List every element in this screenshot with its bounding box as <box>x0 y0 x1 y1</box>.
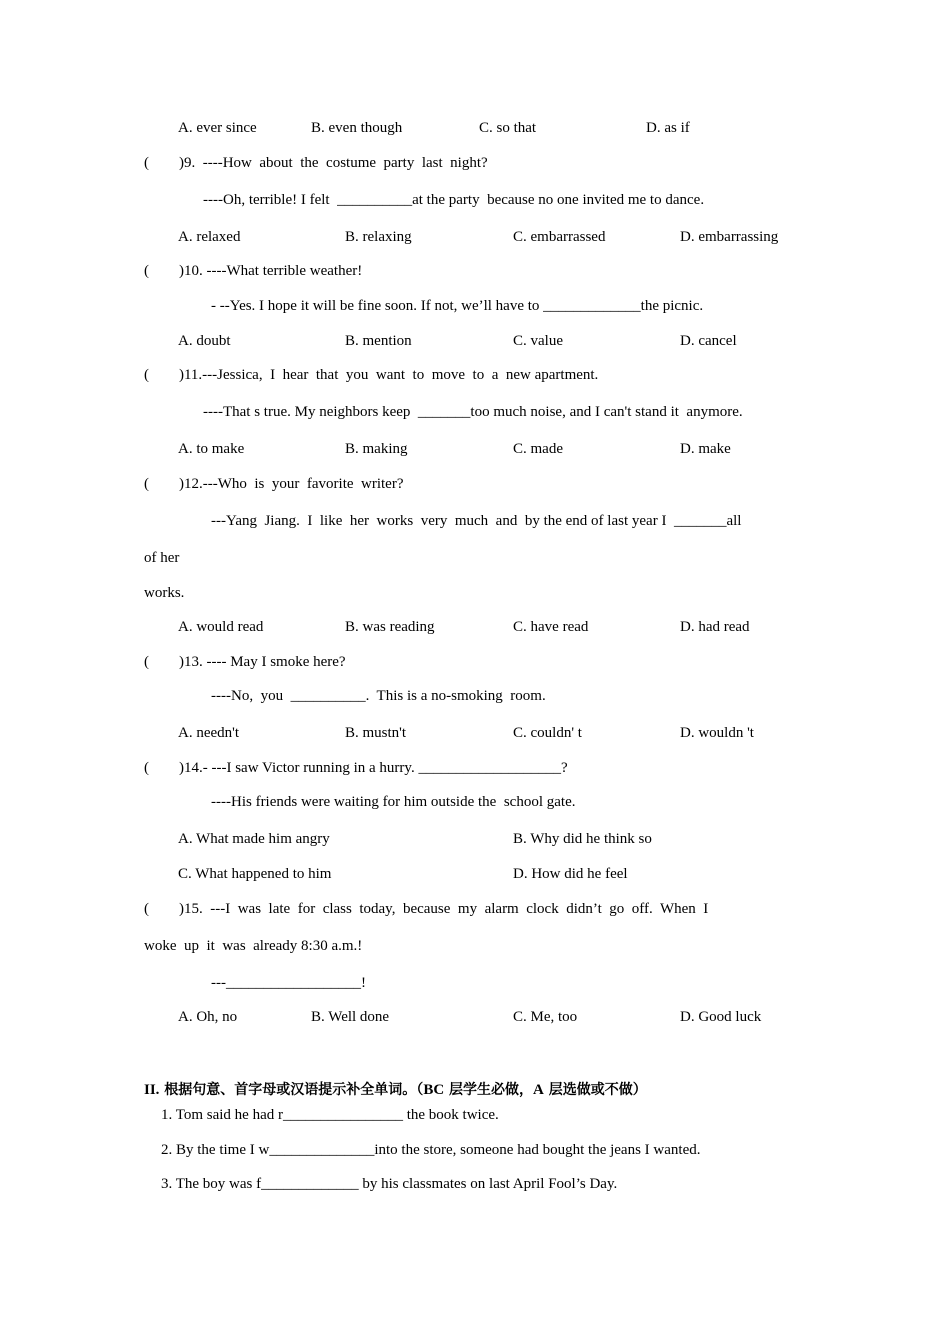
section-2-a: A <box>533 1082 544 1098</box>
q13-stem: ( )13. ---- May I smoke here? <box>144 654 346 670</box>
q14-option-d: D. How did he feel <box>513 866 628 882</box>
q13-option-c: C. couldn' t <box>513 725 582 741</box>
section-2-heading <box>144 1081 647 1099</box>
q13-reply: ----No, you __________. This is a no-smoking room. <box>211 688 546 704</box>
q12-reply: ---Yang Jiang. I like her works very much and by the end of last year I _______all <box>211 513 742 529</box>
q15-reply: ---__________________! <box>211 975 366 991</box>
section-2-heading-text-2: 层学生必做， <box>444 1082 534 1098</box>
q15-option-a: A. Oh, no <box>178 1009 238 1025</box>
q15-option-c: C. Me, too <box>513 1009 578 1025</box>
q11-stem: ( )11.---Jessica, I hear that you want to move to a new apartment. <box>144 367 599 383</box>
q12-option-c: C. have read <box>513 619 589 635</box>
q14-option-b: B. Why did he think so <box>513 831 652 847</box>
q12-stem: ( )12.---Who is your favorite writer? <box>144 476 404 492</box>
q10-option-c: C. value <box>513 333 563 349</box>
q12-option-d: D. had read <box>680 619 750 635</box>
q15-option-b: B. Well done <box>311 1009 390 1025</box>
section-2-bc: BC <box>423 1082 445 1098</box>
q12-reply-continued: of her <box>144 550 180 566</box>
q15-stem-continued: woke up it was already 8:30 a.m.! <box>144 938 363 954</box>
q9-option-b: B. relaxing <box>345 229 412 245</box>
q9-option-a: A. relaxed <box>178 229 241 245</box>
q10-option-b: B. mention <box>345 333 412 349</box>
q12-option-a: A. would read <box>178 619 264 635</box>
section-2-roman: II. <box>144 1082 160 1098</box>
q11-option-b: B. making <box>345 441 408 457</box>
q9-option-c: C. embarrassed <box>513 229 606 245</box>
section-2-heading-text: 根据句意、首字母或汉语提示补全单词。（ <box>159 1082 424 1098</box>
q10-option-a: A. doubt <box>178 333 231 349</box>
q11-option-d: D. make <box>680 441 731 457</box>
q8-option-b: B. even though <box>311 120 403 136</box>
q9-option-d: D. embarrassing <box>680 229 779 245</box>
q8-option-d: D. as if <box>646 120 690 136</box>
q9-stem: ( )9. ----How about the costume party last night? <box>144 155 488 171</box>
q10-stem: ( )10. ----What terrible weather! <box>144 263 363 279</box>
q12-option-b: B. was reading <box>345 619 435 635</box>
q15-option-d: D. Good luck <box>680 1009 762 1025</box>
section-2-item-1: 1. Tom said he had r________________ the book twice. <box>161 1107 499 1123</box>
section-2-item-3: 3. The boy was f_____________ by his classmates on last April Fool’s Day. <box>161 1176 618 1192</box>
q10-option-d: D. cancel <box>680 333 737 349</box>
q8-option-a: A. ever since <box>178 120 257 136</box>
q13-option-a: A. needn't <box>178 725 240 741</box>
section-2-item-2: 2. By the time I w______________into the store, someone had bought the jeans I wanted. <box>161 1142 701 1158</box>
q8-option-c: C. so that <box>479 120 537 136</box>
q11-reply: ----That s true. My neighbors keep _______too much noise, and I can't stand it anymore. <box>203 404 743 420</box>
q14-stem: ( )14.- ---I saw Victor running in a hurry. ___________________? <box>144 760 568 776</box>
q14-reply: ----His friends were waiting for him outside the school gate. <box>211 794 576 810</box>
q11-option-a: A. to make <box>178 441 245 457</box>
q13-option-b: B. mustn't <box>345 725 407 741</box>
q9-reply: ----Oh, terrible! I felt __________at the party because no one invited me to dance. <box>203 192 705 208</box>
q10-reply: - --Yes. I hope it will be fine soon. If not, we’ll have to _____________the picnic. <box>211 298 704 314</box>
q15-stem: ( )15. ---I was late for class today, because my alarm clock didn’t go off. When I <box>144 901 709 917</box>
section-2-heading-text-3: 层选做或不做） <box>543 1082 647 1098</box>
q14-option-a: A. What made him angry <box>178 831 330 847</box>
q13-option-d: D. wouldn 't <box>680 725 754 741</box>
q12-reply-continued-2: works. <box>144 585 185 601</box>
q14-option-c: C. What happened to him <box>178 866 332 882</box>
q11-option-c: C. made <box>513 441 563 457</box>
